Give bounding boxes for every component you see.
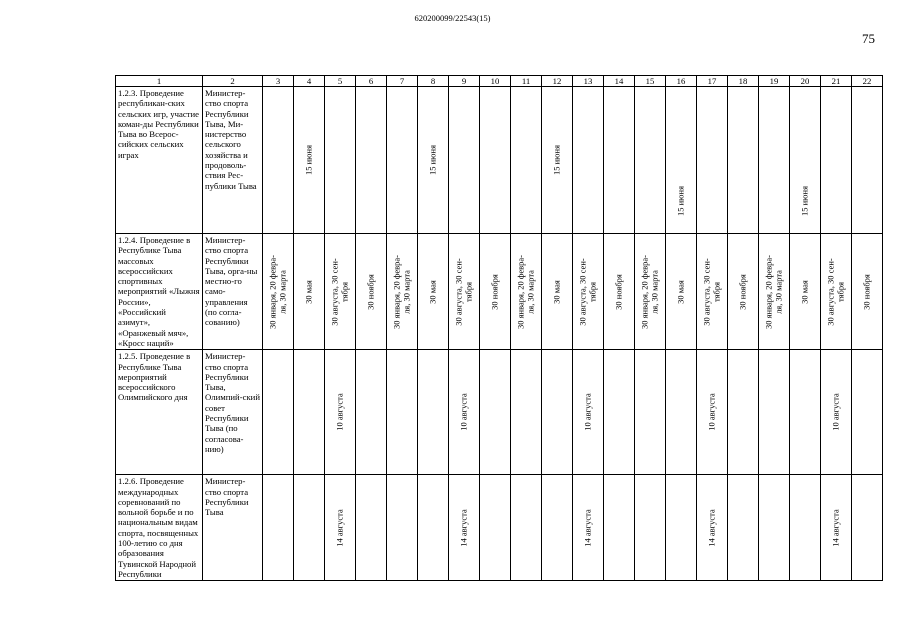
date-cell (852, 234, 883, 350)
date-cell (697, 87, 728, 234)
date-cell (480, 87, 511, 234)
date-cell (635, 475, 666, 581)
date-cell (573, 87, 604, 234)
column-number: 2 (203, 76, 263, 87)
date-cell (418, 475, 449, 581)
date-cell (697, 350, 728, 475)
date-label: 30 ноября (737, 273, 748, 310)
date-label: 14 августа (706, 508, 717, 547)
date-label: 30 августа, 30 сен- тября (701, 257, 721, 326)
date-cell (263, 87, 294, 234)
date-label: 30 мая (427, 279, 438, 304)
date-cell (449, 350, 480, 475)
date-cell (821, 475, 852, 581)
column-number: 9 (449, 76, 480, 87)
date-cell (759, 87, 790, 234)
date-label: 14 августа (582, 508, 593, 547)
date-cell (480, 234, 511, 350)
date-cell (821, 87, 852, 234)
date-cell (325, 234, 356, 350)
date-label: 14 августа (458, 508, 469, 547)
date-cell (449, 87, 480, 234)
date-label: 30 августа, 30 сен- тября (329, 257, 349, 326)
date-cell (325, 475, 356, 581)
date-cell (852, 350, 883, 475)
date-cell (542, 350, 573, 475)
date-cell (387, 87, 418, 234)
column-number: 7 (387, 76, 418, 87)
table-row (116, 234, 883, 350)
date-label: 14 августа (830, 508, 841, 547)
date-cell (666, 350, 697, 475)
date-cell (728, 87, 759, 234)
date-label: 15 июня (799, 185, 810, 216)
date-label: 10 августа (458, 393, 469, 432)
date-cell (759, 350, 790, 475)
table-row (116, 87, 883, 234)
column-number: 22 (852, 76, 883, 87)
date-label: 30 мая (675, 279, 686, 304)
date-cell (263, 475, 294, 581)
date-cell (604, 234, 635, 350)
date-label: 30 января, 20 февра- ля, 30 марта (267, 254, 287, 329)
column-number: 21 (821, 76, 852, 87)
date-cell (852, 87, 883, 234)
column-number: 6 (356, 76, 387, 87)
date-cell (294, 234, 325, 350)
organizer-cell: Министер-ство спорта Республики Тыва (203, 475, 263, 581)
date-cell (790, 350, 821, 475)
date-label: 14 августа (334, 508, 345, 547)
date-cell (356, 475, 387, 581)
table-row (116, 350, 883, 475)
date-cell (604, 475, 635, 581)
date-label: 10 августа (706, 393, 717, 432)
organizer-cell: Министер-ство спорта Республики Тыва, орга-ны местно-го само-управления (по согла-сованию) (203, 234, 263, 350)
date-cell (480, 350, 511, 475)
column-number: 15 (635, 76, 666, 87)
date-cell (387, 475, 418, 581)
date-cell (418, 234, 449, 350)
date-cell (759, 234, 790, 350)
column-number: 19 (759, 76, 790, 87)
date-cell (697, 475, 728, 581)
date-cell (387, 350, 418, 475)
column-number: 16 (666, 76, 697, 87)
table-row (116, 475, 883, 581)
page-number: 75 (862, 31, 875, 46)
date-label: 30 января, 20 февра- ля, 30 марта (763, 254, 783, 329)
date-cell (542, 475, 573, 581)
event-cell: 1.2.5. Проведение в Республике Тыва мероприятий всероссийского Олимпийского дня (116, 350, 203, 475)
date-cell (449, 475, 480, 581)
date-cell (325, 87, 356, 234)
date-cell (852, 475, 883, 581)
date-cell (728, 475, 759, 581)
date-cell (666, 475, 697, 581)
organizer-cell: Министер-ство спорта Республики Тыва, Олимпий-ский совет Республики Тыва (по согласова-нию) (203, 350, 263, 475)
date-label: 30 января, 20 февра- ля, 30 марта (515, 254, 535, 329)
event-cell: 1.2.4. Проведение в Республике Тыва массовых всероссийских спортивных мероприятий «Лыжня России», «Российский азимут», «Оранжевый мяч», «Кросс наций» (116, 234, 203, 350)
date-label: 30 августа, 30 сен- тября (825, 257, 845, 326)
document-id: 620200099/22543(15) (414, 13, 491, 23)
date-cell (263, 234, 294, 350)
event-cell: 1.2.3. Проведение республикан-ских сельских игр, участие коман-ды Республики Тыва во Всерос-сийских сельских играх (116, 87, 203, 234)
date-cell (728, 350, 759, 475)
date-cell (697, 234, 728, 350)
date-cell (356, 234, 387, 350)
date-cell (511, 234, 542, 350)
date-cell (821, 234, 852, 350)
date-cell (263, 350, 294, 475)
date-label: 30 августа, 30 сен- тября (577, 257, 597, 326)
date-cell (604, 87, 635, 234)
header-row (116, 76, 883, 87)
date-label: 30 августа, 30 сен- тября (453, 257, 473, 326)
date-label: 30 ноября (613, 273, 624, 310)
column-number: 12 (542, 76, 573, 87)
date-cell (294, 475, 325, 581)
column-number: 5 (325, 76, 356, 87)
date-cell (666, 87, 697, 234)
date-cell (480, 475, 511, 581)
date-cell (294, 87, 325, 234)
column-number: 14 (604, 76, 635, 87)
date-cell (604, 350, 635, 475)
column-number: 10 (480, 76, 511, 87)
date-cell (790, 87, 821, 234)
date-cell (387, 234, 418, 350)
column-number: 3 (263, 76, 294, 87)
date-label: 15 июня (303, 145, 314, 175)
date-cell (821, 350, 852, 475)
date-cell (418, 350, 449, 475)
date-cell (728, 234, 759, 350)
date-cell (294, 350, 325, 475)
date-cell (356, 87, 387, 234)
date-cell (449, 234, 480, 350)
date-label: 30 ноября (489, 273, 500, 310)
date-cell (573, 350, 604, 475)
date-cell (573, 475, 604, 581)
date-label: 30 ноября (861, 273, 872, 310)
date-label: 30 января, 20 февра- ля, 30 марта (639, 254, 659, 329)
date-label: 15 июня (675, 185, 686, 216)
date-label: 15 июня (551, 145, 562, 175)
schedule-table (115, 75, 883, 581)
date-label: 30 января, 20 февра- ля, 30 марта (391, 254, 411, 329)
date-label: 10 августа (830, 393, 841, 432)
date-cell (511, 475, 542, 581)
date-cell (418, 87, 449, 234)
date-label: 30 мая (303, 279, 314, 304)
date-cell (325, 350, 356, 475)
date-cell (790, 475, 821, 581)
organizer-cell: Министер-ство спорта Республики Тыва, Ми-нистерство сельского хозяйства и продоволь-ствия Рес-публики Тыва (203, 87, 263, 234)
date-label: 30 ноября (365, 273, 376, 310)
date-cell (573, 234, 604, 350)
date-label: 10 августа (582, 393, 593, 432)
date-cell (635, 350, 666, 475)
date-cell (666, 234, 697, 350)
date-label: 15 июня (427, 145, 438, 175)
date-cell (635, 87, 666, 234)
column-number: 4 (294, 76, 325, 87)
date-cell (542, 87, 573, 234)
date-cell (511, 350, 542, 475)
date-cell (790, 234, 821, 350)
date-cell (759, 475, 790, 581)
column-number: 20 (790, 76, 821, 87)
column-number: 11 (511, 76, 542, 87)
date-label: 30 мая (799, 279, 810, 304)
date-cell (356, 350, 387, 475)
column-number: 17 (697, 76, 728, 87)
column-number: 8 (418, 76, 449, 87)
event-cell: 1.2.6. Проведение международных соревнований по вольной борьбе и по национальным видам спорта, посвященных 100-летию со дня образования Тувинской Народной Республики (116, 475, 203, 581)
column-number: 1 (116, 76, 203, 87)
column-number: 13 (573, 76, 604, 87)
date-label: 10 августа (334, 393, 345, 432)
date-cell (511, 87, 542, 234)
date-label: 30 мая (551, 279, 562, 304)
date-cell (542, 234, 573, 350)
date-cell (635, 234, 666, 350)
column-number: 18 (728, 76, 759, 87)
